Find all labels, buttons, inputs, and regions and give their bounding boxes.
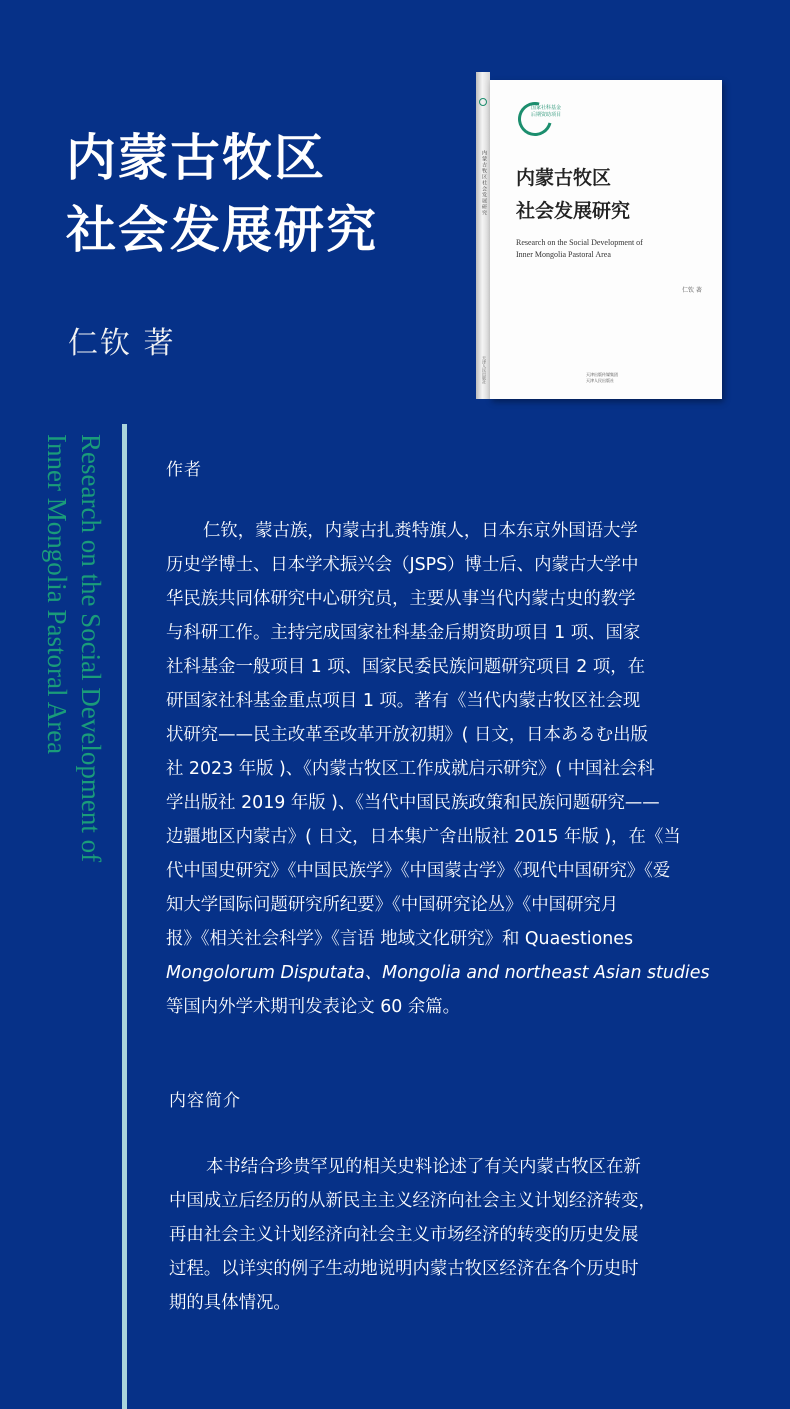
page-title [66, 122, 378, 266]
title-line-1: 内蒙古牧区 [66, 128, 326, 187]
book-front [490, 80, 722, 399]
vertical-divider [122, 424, 127, 1409]
book-title: 内蒙古牧区 社会发展研究 [516, 167, 631, 222]
summary-heading: 内容简介 [169, 1091, 241, 1111]
fund-logo-text: 国家社科基金 后期资助项目 [531, 105, 562, 118]
book-cover-image [476, 66, 722, 399]
title-line-2: 社会发展研究 [66, 200, 378, 259]
book-subtitle: Research on the Social Development of Inner Mongolia Pastoral Area [516, 238, 643, 259]
author-bio: 仁钦，蒙古族，内蒙古扎赉特旗人，日本东京外国语大学 历史学博士、日本学术振兴会（JSPS）博士后、内蒙古大学中 华民族共同体研究中心研究员，主要从事当代内蒙古史的教学 与科研工作。主持完成国家社科基金后期资助项目 1 项、国家 社科基金一般项目 1 项、国家民委民族问题研究项目 2 项，在 研国家社科基金重点项目 1 项。著有《当代内蒙古牧区社会现 状研究——民主改革至改革开放初期》( 日文，日本あるむ出版 社 2023 年版 )、《内蒙古牧区工作成就启示研究》( 中国社会科 学出版社 2019 年版 )、《当代中国民族政策和民族问题研究—— 边疆地区内蒙古》( 日文，日本集广舍出版社 2015 年版 )，在《当 代中国史研究》《中国民族学》《中国蒙古学》《现代中国研究》《爱 知大学国际问题研究所纪要》《中国研究论丛》《中国研究月 报》《相关社会科学》《言语 地域文化研究》和 Quaestiones Mongolorum Disputata、Mongolia and northeast Asian studies 等国内外学术期刊发表论文 60 余篇。 [166, 521, 710, 1017]
book-publisher: 天津出版传媒集团 天津人民出版社 [586, 372, 618, 383]
summary-text: 本书结合珍贵罕见的相关史料论述了有关内蒙古牧区在新 中国成立后经历的从新民主主义经济向社会主义计划经济转变， 再由社会主义计划经济向社会主义市场经济的转变的历史发展 过程。以详实的例子生动地说明内蒙古牧区经济在各个历史时 期的具体情况。 [169, 1157, 656, 1313]
author-heading: 作者 [166, 460, 202, 480]
spine-logo-icon [479, 98, 487, 106]
book-author: 仁钦 著 [682, 287, 702, 294]
spine-publisher: 天津人民出版社 [482, 356, 487, 384]
fund-logo-icon [512, 96, 558, 142]
spine-title: 内蒙古牧区社会发展研究 [481, 150, 487, 216]
vertical-english-title: Research on the Social Development of Inner Mongolia Pastoral Area [42, 434, 106, 863]
book-spine [476, 72, 490, 399]
author-line: 仁钦 著 [68, 326, 176, 361]
